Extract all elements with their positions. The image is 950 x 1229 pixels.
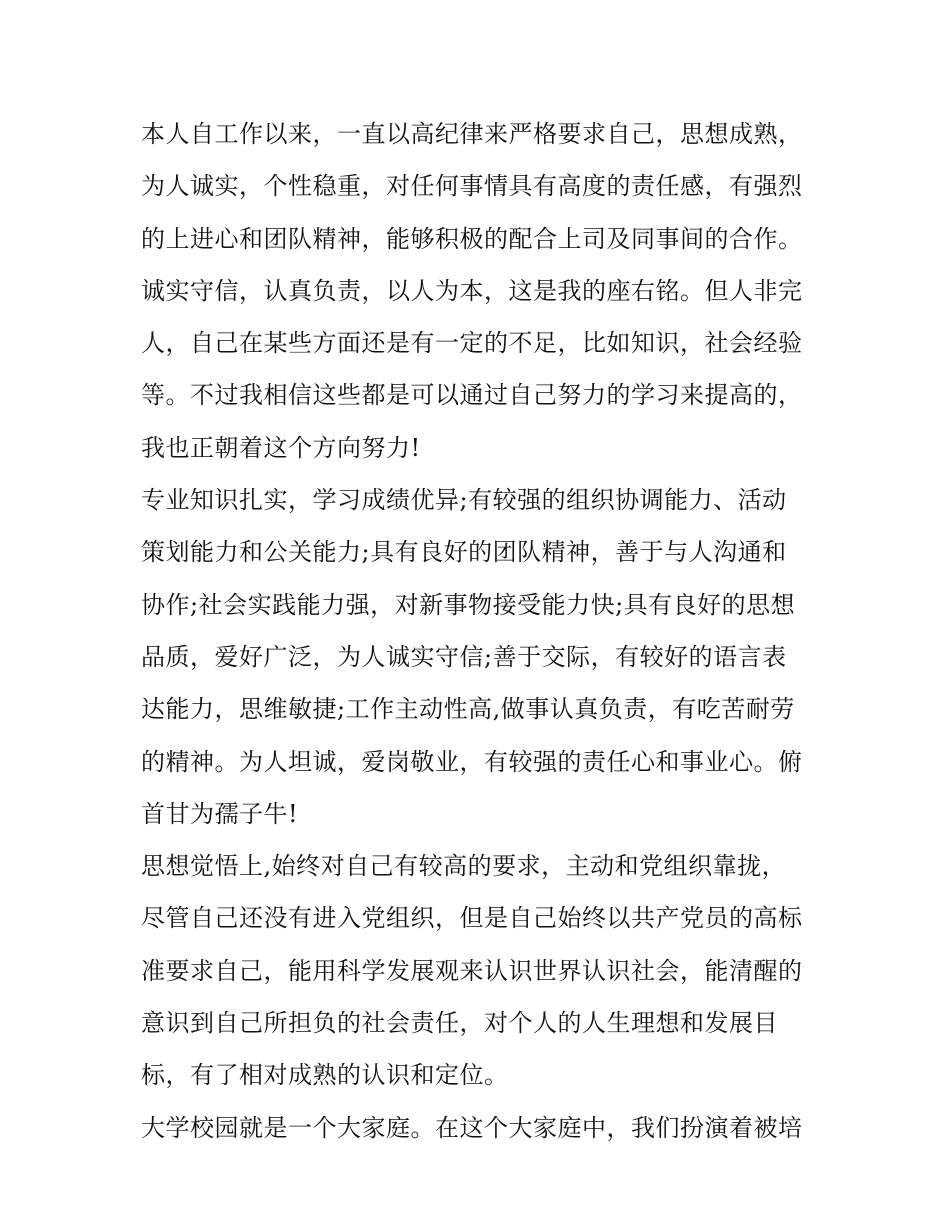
text-line: 的精神。为人坦诚，爱岗敬业，有较强的责任心和事业心。俯: [141, 747, 803, 776]
text-line: 品质，爱好广泛，为人诚实守信;善于交际，有较好的语言表: [141, 642, 787, 671]
text-line: 诚实守信，认真负责，以人为本，这是我的座右铭。但人非完: [141, 276, 803, 305]
text-line: 标，有了相对成熟的认识和定位。: [141, 1061, 509, 1090]
text-line: 准要求自己，能用科学发展观来认识世界认识社会，能清醒的: [141, 956, 803, 985]
text-line: 人，自己在某些方面还是有一定的不足，比如知识，社会经验: [141, 329, 803, 358]
text-line: 首甘为孺子牛!: [141, 799, 299, 828]
text-line: 协作;社会实践能力强，对新事物接受能力快;具有良好的思想: [141, 590, 796, 619]
text-line: 尽管自己还没有进入党组织，但是自己始终以共产党员的高标: [141, 904, 803, 933]
document-body: [141, 108, 831, 1154]
text-line: 本人自工作以来，一直以高纪律来严格要求自己，思想成熟，: [141, 120, 803, 148]
text-line: 的上进心和团队精神，能够积极的配合上司及同事间的合作。: [141, 224, 803, 253]
text-line: 策划能力和公关能力;具有良好的团队精神，善于与人沟通和: [141, 538, 787, 567]
text-line: 思想觉悟上,始终对自己有较高的要求，主动和党组织靠拢，: [141, 852, 787, 881]
text-line: 达能力，思维敏捷;工作主动性高,做事认真负责，有吃苦耐劳: [141, 695, 795, 724]
text-line: 大学校园就是一个大家庭。在这个大家庭中，我们扮演着被培: [141, 1113, 803, 1142]
text-line: 我也正朝着这个方向努力!: [141, 433, 421, 462]
text-line: 专业知识扎实，学习成绩优异;有较强的组织协调能力、活动: [141, 486, 787, 515]
text-line: 意识到自己所担负的社会责任，对个人的人生理想和发展目: [141, 1009, 778, 1038]
text-line: 等。不过我相信这些都是可以通过自己努力的学习来提高的，: [141, 381, 803, 410]
text-line: 为人诚实，个性稳重，对任何事情具有高度的责任感，有强烈: [141, 172, 803, 201]
